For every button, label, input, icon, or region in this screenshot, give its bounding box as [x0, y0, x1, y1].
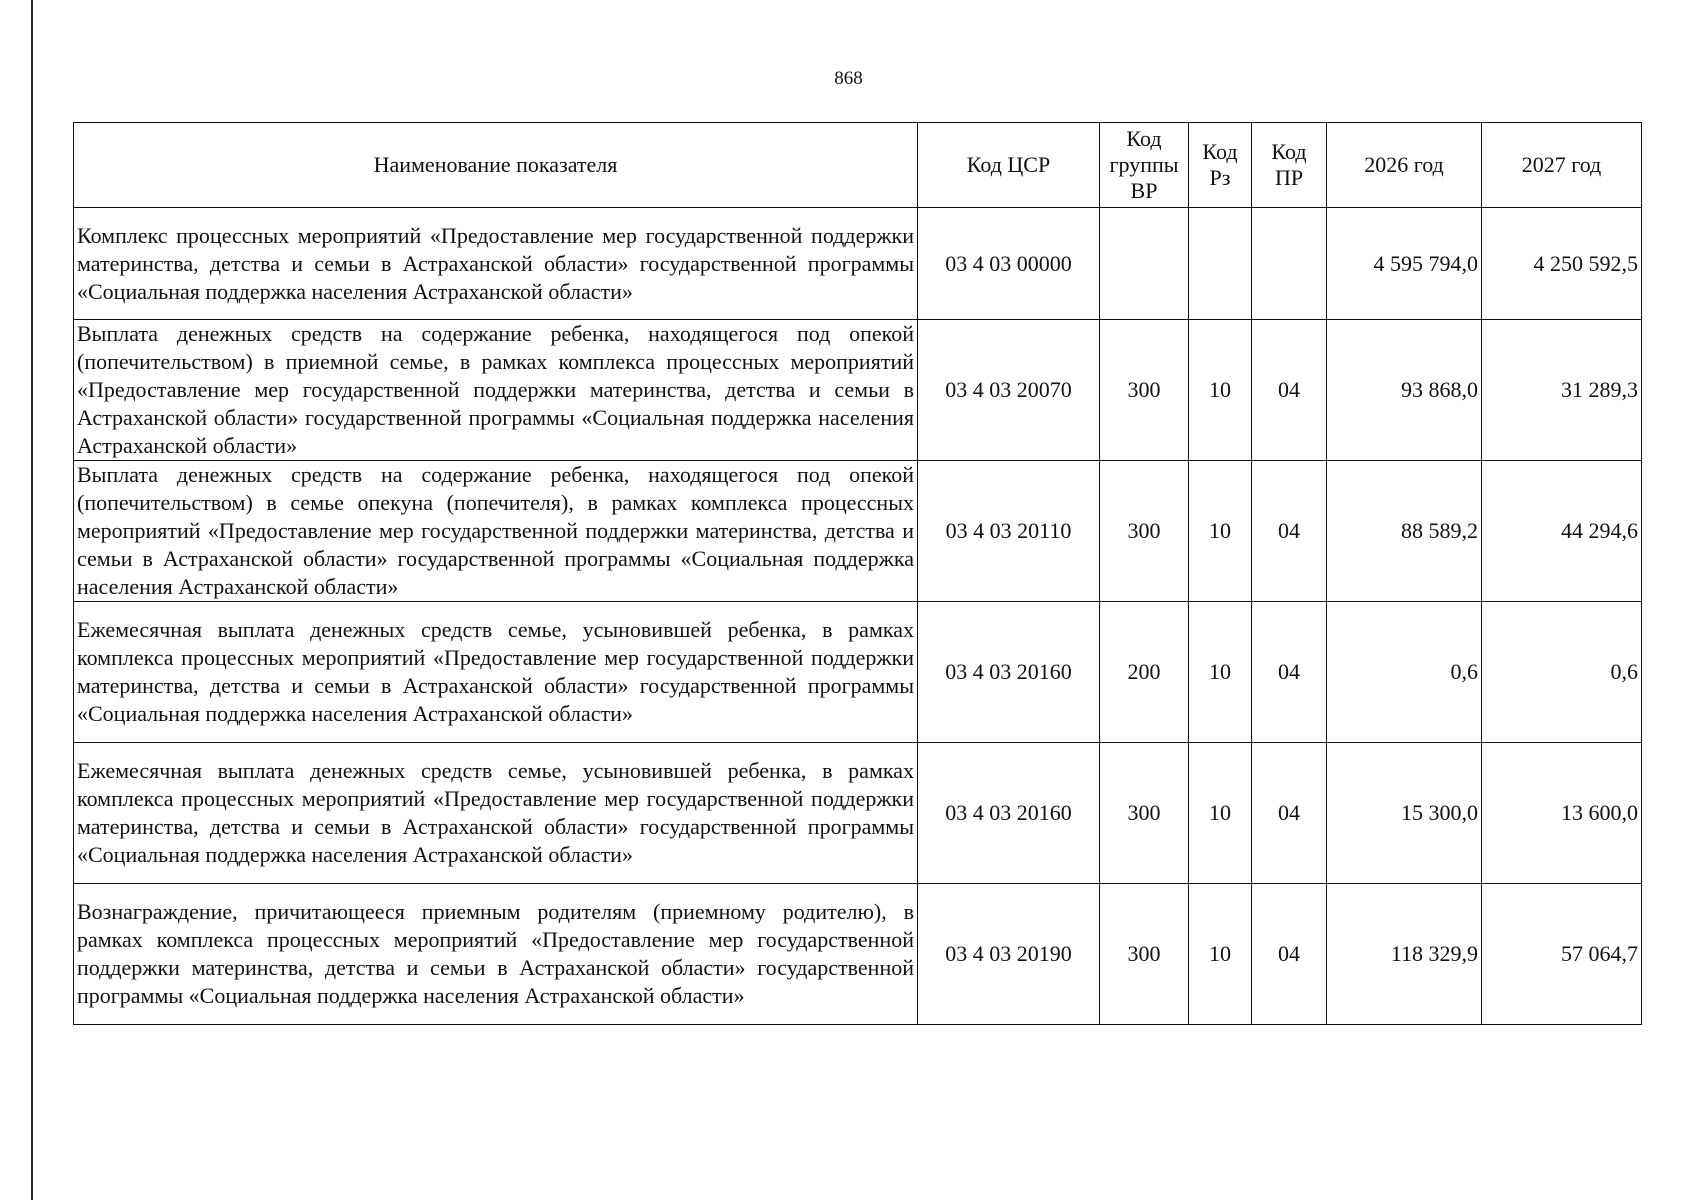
- header-year-2027: 2027 год: [1482, 123, 1642, 208]
- row-pr-code: [1252, 208, 1327, 320]
- row-csr-code: 03 4 03 20190: [918, 884, 1100, 1025]
- row-name: Вознаграждение, причитающееся приемным родителям (приемному родителю), в рамках комплекса процессных мероприятий «Предоставление мер государственной поддержки материнства, детства и семьи в Астраханской области» государственной программы «Социальная поддержка населения Астраханской области»: [74, 884, 918, 1025]
- row-vr-code: 300: [1100, 461, 1189, 602]
- header-name: Наименование показателя: [74, 123, 918, 208]
- row-pr-code: 04: [1252, 602, 1327, 743]
- row-pr-code: 04: [1252, 320, 1327, 461]
- header-rz-code: Код Рз: [1189, 123, 1252, 208]
- row-value-2027: 4 250 592,5: [1482, 208, 1642, 320]
- row-value-2026: 4 595 794,0: [1327, 208, 1482, 320]
- row-value-2026: 93 868,0: [1327, 320, 1482, 461]
- row-value-2026: 0,6: [1327, 602, 1482, 743]
- table-row: [74, 884, 1642, 1025]
- row-value-2027: 31 289,3: [1482, 320, 1642, 461]
- row-name: Ежемесячная выплата денежных средств семье, усыновившей ребенка, в рамках комплекса процессных мероприятий «Предоставление мер государственной поддержки материнства, детства и семьи в Астраханской области» государственной программы «Социальная поддержка населения Астраханской области»: [74, 743, 918, 884]
- row-value-2026: 118 329,9: [1327, 884, 1482, 1025]
- table-row: [74, 602, 1642, 743]
- row-csr-code: 03 4 03 00000: [918, 208, 1100, 320]
- row-name: Ежемесячная выплата денежных средств семье, усыновившей ребенка, в рамках комплекса процессных мероприятий «Предоставление мер государственной поддержки материнства, детства и семьи в Астраханской области» государственной программы «Социальная поддержка населения Астраханской области»: [74, 602, 918, 743]
- page-number: 868: [834, 68, 863, 89]
- table-header-row: [74, 123, 1642, 208]
- row-rz-code: 10: [1189, 602, 1252, 743]
- row-pr-code: 04: [1252, 884, 1327, 1025]
- row-csr-code: 03 4 03 20110: [918, 461, 1100, 602]
- table-row: [74, 743, 1642, 884]
- header-pr-code: Код ПР: [1252, 123, 1327, 208]
- row-vr-code: 200: [1100, 602, 1189, 743]
- row-name: Выплата денежных средств на содержание ребенка, находящегося под опекой (попечительством) в семье опекуна (попечителя), в рамках комплекса процессных мероприятий «Предоставление мер государственной поддержки материнства, детства и семьи в Астраханской области» государственной программы «Социальная поддержка населения Астраханской области»: [74, 461, 918, 602]
- row-pr-code: 04: [1252, 461, 1327, 602]
- row-rz-code: 10: [1189, 320, 1252, 461]
- table-row: [74, 320, 1642, 461]
- row-value-2026: 88 589,2: [1327, 461, 1482, 602]
- row-rz-code: [1189, 208, 1252, 320]
- row-value-2027: 44 294,6: [1482, 461, 1642, 602]
- row-rz-code: 10: [1189, 743, 1252, 884]
- row-value-2027: 0,6: [1482, 602, 1642, 743]
- budget-table: [73, 122, 1642, 1025]
- row-vr-code: 300: [1100, 743, 1189, 884]
- header-year-2026: 2026 год: [1327, 123, 1482, 208]
- row-value-2026: 15 300,0: [1327, 743, 1482, 884]
- table-row: [74, 461, 1642, 602]
- table-row: [74, 208, 1642, 320]
- row-csr-code: 03 4 03 20070: [918, 320, 1100, 461]
- row-rz-code: 10: [1189, 461, 1252, 602]
- header-csr-code: Код ЦСР: [918, 123, 1100, 208]
- row-vr-code: 300: [1100, 320, 1189, 461]
- row-value-2027: 13 600,0: [1482, 743, 1642, 884]
- row-vr-code: 300: [1100, 884, 1189, 1025]
- row-vr-code: [1100, 208, 1189, 320]
- row-rz-code: 10: [1189, 884, 1252, 1025]
- row-name: Выплата денежных средств на содержание ребенка, находящегося под опекой (попечительством) в приемной семье, в рамках комплекса процессных мероприятий «Предоставление мер государственной поддержки материнства, детства и семьи в Астраханской области» государственной программы «Социальная поддержка населения Астраханской области»: [74, 320, 918, 461]
- row-value-2027: 57 064,7: [1482, 884, 1642, 1025]
- row-pr-code: 04: [1252, 743, 1327, 884]
- row-csr-code: 03 4 03 20160: [918, 743, 1100, 884]
- row-csr-code: 03 4 03 20160: [918, 602, 1100, 743]
- binding-edge-line: [31, 0, 33, 1200]
- row-name: Комплекс процессных мероприятий «Предоставление мер государственной поддержки материнства, детства и семьи в Астраханской области» государственной программы «Социальная поддержка населения Астраханской области»: [74, 208, 918, 320]
- header-vr-group-code: Код группы ВР: [1100, 123, 1189, 208]
